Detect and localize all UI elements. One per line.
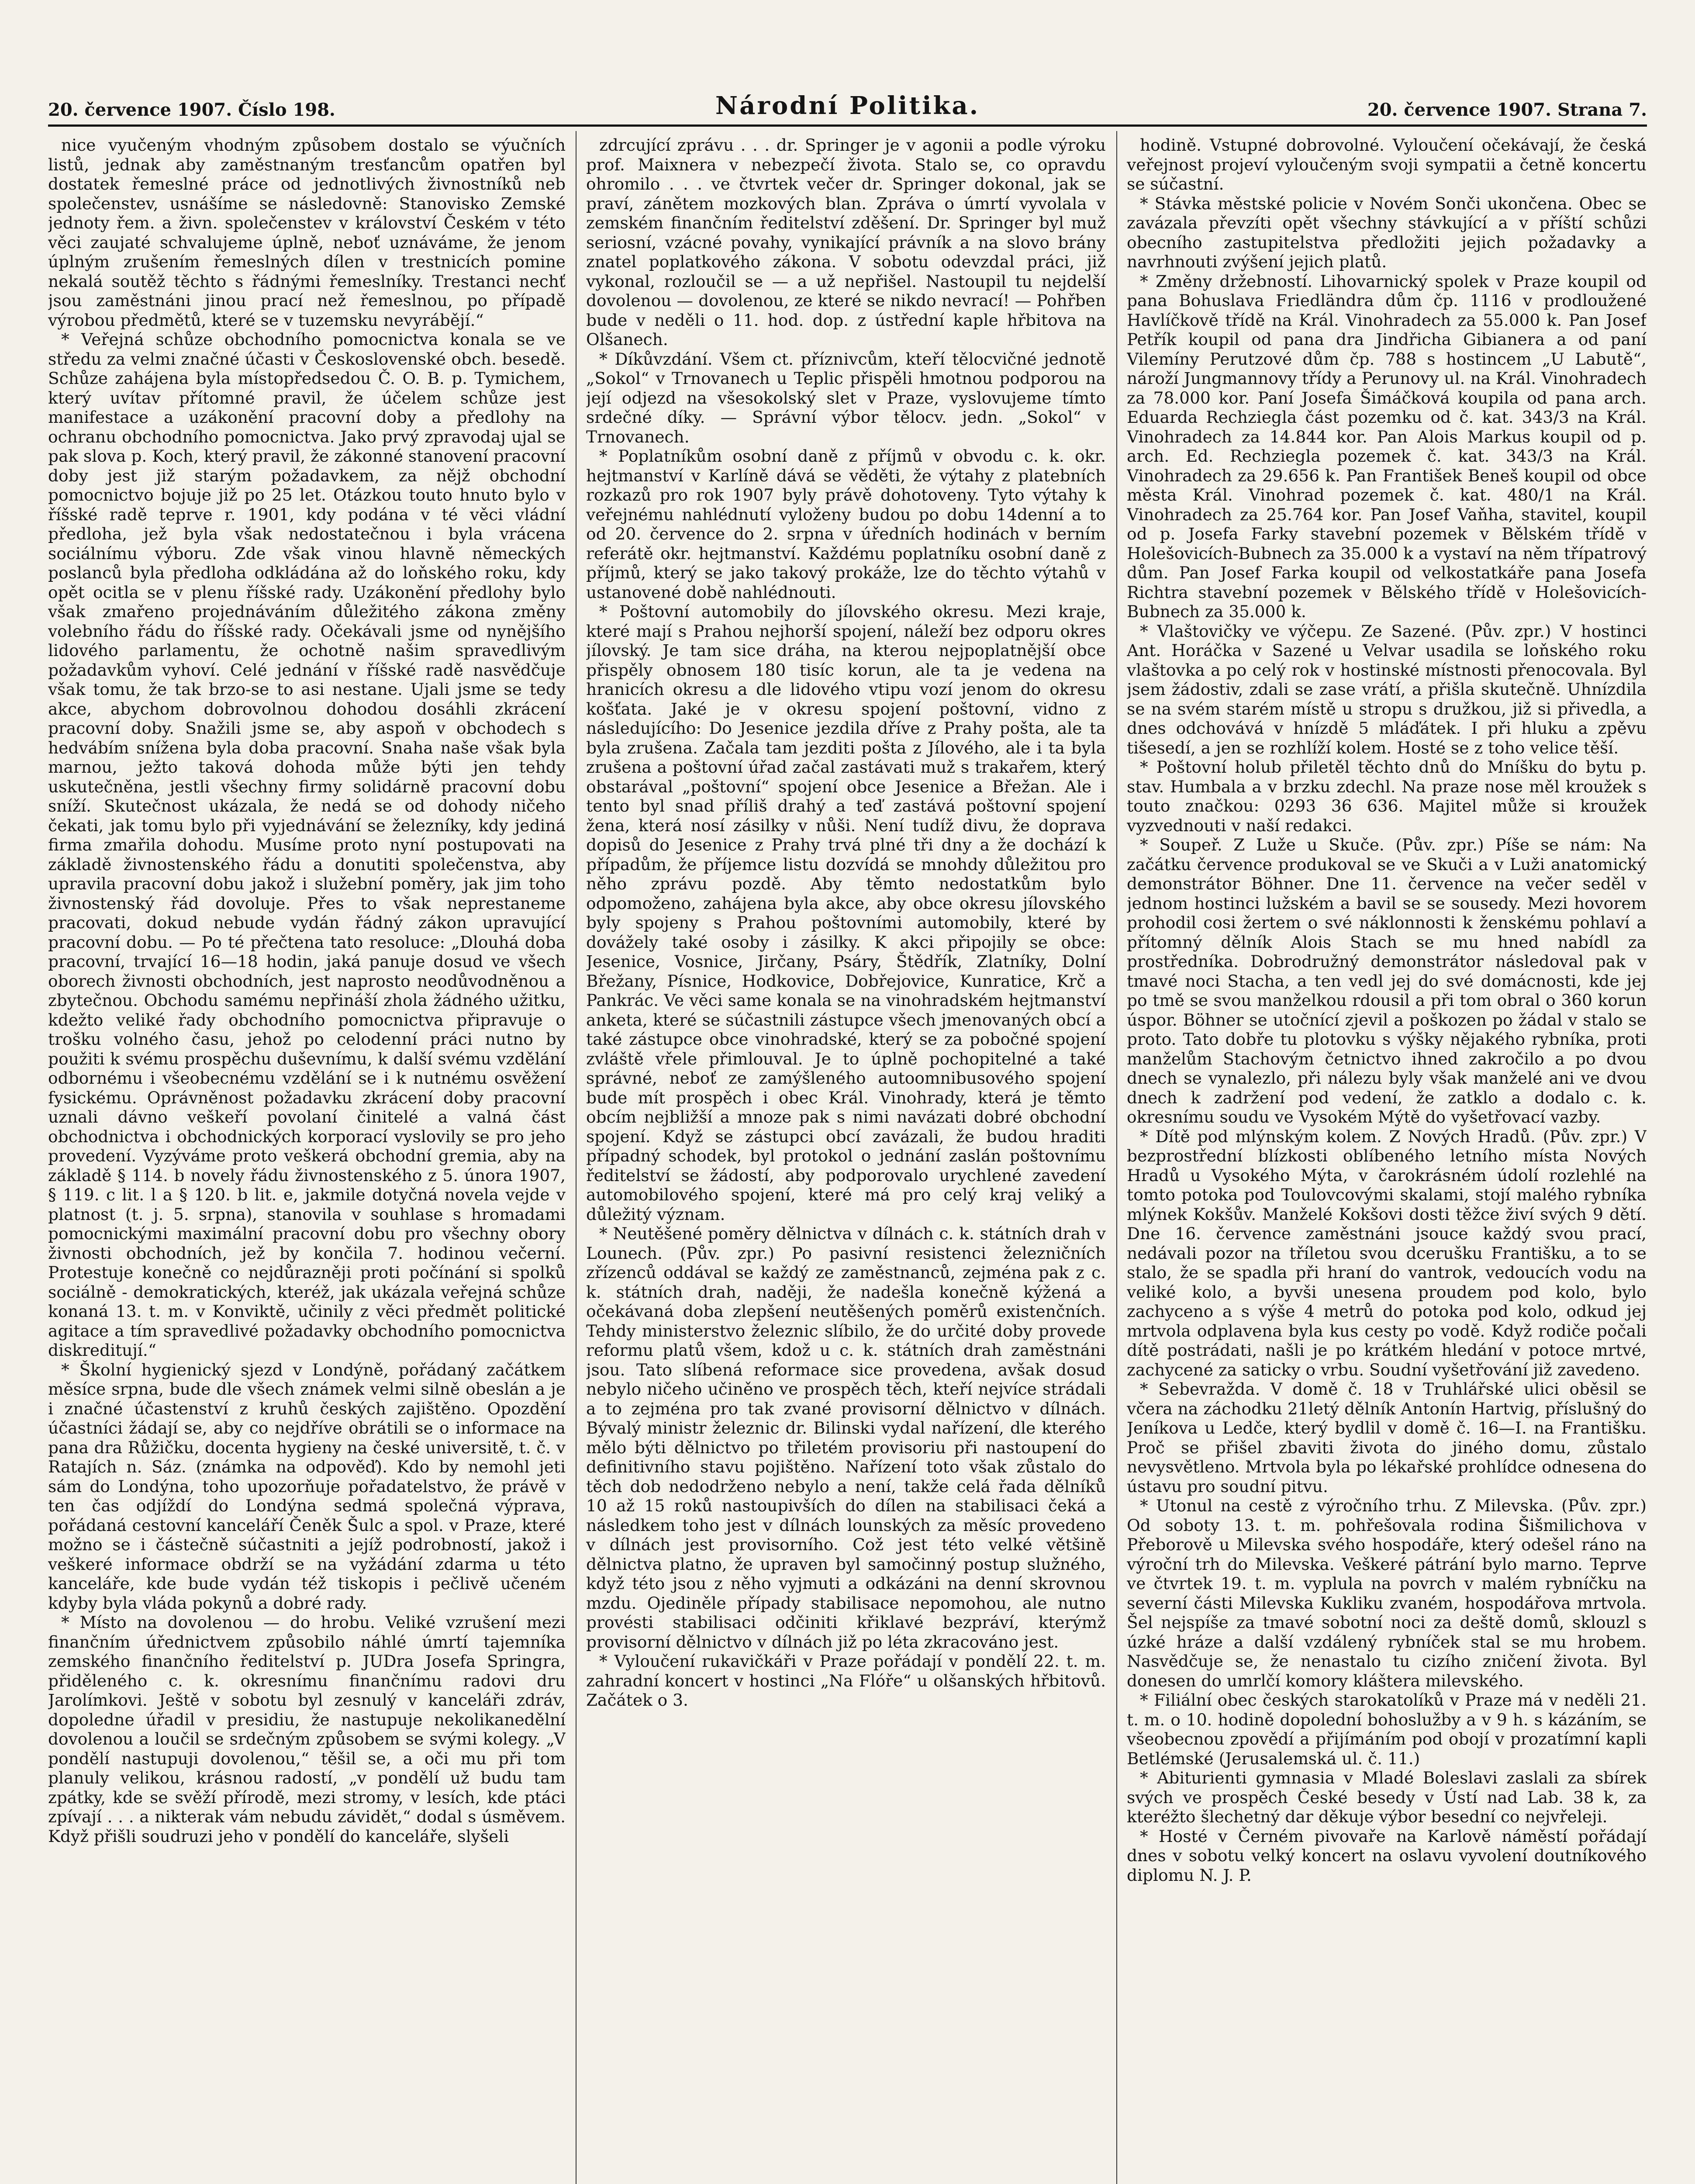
article-paragraph: * Vlaštovičky ve výčepu. Ze Sazené. (Pův. zpr.) V hostinci Ant. Horáčka v Sazené u Velvar usadila se loňského roku vlaštovka a po celý rok v hostinské místnosti přenocovala. Byl jsem žádostiv, zdali se zase vrátí, a přišla skutečně. Uhnízdila se na svém starém místě u stropu s družkou, již si přivedla, a dnes odchovává v hnízdě 5 mláďátek. I při hluku a zpěvu tišesedí, a jen se rozhlíží kolem. Hosté se z toho velice těší.	[1127, 621, 1647, 757]
article-paragraph: * Díkůvzdání. Všem ct. příznivcům, kteří tělocvičné jednotě „Sokol“ v Trnovanech u Teplic přispěli hmotnou podporou na její odjezd na všesokolský slet v Praze, vyslovujeme tímto srdečné díky. — Správní výbor tělocv. jedn. „Sokol“ v Trnovanech.	[586, 349, 1106, 446]
masthead	[48, 90, 1647, 120]
article-paragraph: * Abiturienti gymnasia v Mladé Boleslavi zaslali za sbírek svých ve prospěch České besedy v Ústí nad Lab. 38 k, za kteréžto šlechetný dar děkuje výbor besední co nejvřeleji.	[1127, 1768, 1647, 1826]
date-page-right: 20. července 1907. Strana 7.	[1367, 100, 1647, 120]
article-paragraph: hodině. Vstupné dobrovolné. Vyloučení očekávají, že česká veřejnost projeví vyloučeným svoji sympatii a četně koncertu se súčastní.	[1127, 135, 1647, 194]
article-paragraph: zdrcující zprávu . . . dr. Springer je v agonii a podle výroku prof. Maixnera v nebezpečí života. Stalo se, co opravdu ohromilo . . . ve čtvrtek večer dr. Springer dokonal, jak se praví, zánětem mozkových blan. Zpráva o úmrtí vyvolala v zemském finančním ředitelství zděšení. Dr. Springer byl muž seriosní, vzácné povahy, vynikající právník a na slovo brány znatel poplatkového zákona. V sobotu odevzdal práci, již vykonal, rozloučil se — a už nepřišel. Nastoupil tu nejdelší dovolenou — dovolenou, ze které se nikdo nevrací! — Pohřben bude v neděli o 11. hod. dop. z ústřední kaple hřbitova na Olšanech.	[586, 135, 1106, 349]
article-columns	[48, 131, 1647, 2184]
column-divider	[576, 131, 577, 2184]
column-divider	[1116, 131, 1117, 2184]
article-paragraph: * Poštovní automobily do jílovského okresu. Mezi kraje, které mají s Prahou nejhorší spojení, náleží bez odporu okres jílovský. Je tam sice dráha, na kterou nejpoplatnější obce přispěly obnosem 180 tisíc korun, ale ta je vedena na hranicích okresu a dle lidového vtipu vozí jenom do okresu košťata. Jaké je v okresu spojení poštovní, vidno z následujícího: Do Jesenice jezdila dříve z Prahy pošta, ale ta byla zrušena. Začala tam jezditi pošta z Jílového, ale i ta byla zrušena a poštovní úřad začal zastávati muž s trakařem, který obstarával „poštovní“ spojení obce Jesenice a Břežan. Ale i tento byl snad příliš drahý a teď zastává poštovní spojení žena, která nosí zásilky v nůši. Není tudíž divu, že doprava dopisů do Jesenice z Prahy trvá plné tři dny a že dochází k případům, že příjemce listu dozvídá se mnohdy důležitou pro něho zprávu pozdě. Aby těmto nedostatkům bylo odpomoženo, zahájena byla akce, aby obce okresu jílovského byly spojeny s Prahou poštovními automobily, které by dovážely také osoby i zásilky. K akci připojily se obce: Jesenice, Vosnice, Jirčany, Psáry, Štědřík, Zlatníky, Dolní Břežany, Písnice, Hodkovice, Dobřejovice, Kunratice, Krč a Pankrác. Ve věci same konala se na vinohradském hejtmanství anketa, které se súčastnili zástupce všech jmenovaných obcí a také zástupce obce vinohradské, který se za pobočné spojení zvláště vřele přimlouval. Je to úplně pochopitelné a také správné, neboť ze zamýšleného autoomnibusového spojení bude mít prospěch i obec Král. Vinohrady, která je těmto obcím nejbližší a mnoze pak s nimi navázati dobré obchodní spojení. Když se zástupci obcí zavázali, že budou hraditi případný schodek, byl protokol o jednání zaslán poštovnímu ředitelství se žádostí, aby podporovalo urychlené zavedení automobilového spojení, které má pro celý kraj veliký a důležitý význam.	[586, 602, 1106, 1224]
article-paragraph: * Filiální obec českých starokatolíků v Praze má v neděli 21. t. m. o 10. hodině dopolední bohoslužby a v 9 h. s kázáním, se všeobecnou zpovědí a přijímáním pod obojí v prozatímní kapli Betlémské (Jerusalemská ul. č. 11.)	[1127, 1690, 1647, 1768]
article-paragraph: * Veřejná schůze obchodního pomocnictva konala se ve středu za velmi značné účasti v Československé obch. besedě. Schůze zahájena byla místopředsedou Č. O. B. p. Tymichem, který uvítav přítomné pravil, že účelem schůze jest manifestace a uzákonění pracovní doby a předlohy na ochranu obchodního pomocnictva. Jako prvý zpravodaj ujal se pak slova p. Koch, který pravil, že zákonné stanovení pracovní doby jest již starým požadavkem, za nějž obchodní pomocnictvo bojuje již po 25 let. Otázkou touto hnuto bylo v říšské radě teprve r. 1901, kdy podána v té věci vládní předloha, jež byla však nedostatečnou i byla vrácena sociálnímu výboru. Zde však vinou hlavně německých poslanců byla předloha odkládána až do loňského roku, kdy opět ocitla se v plenu říšské rady. Uzákonění předlohy bylo však zmařeno projednáváním důležitého zákona změny volebního řádu do říšské rady. Očekávali jsme od nynějšího lidového parlamentu, že ochotně našim spravedlivým požadavkům vyhoví. Celé jednání v říšské radě nasvědčuje však tomu, že tak brzo-se to asi nestane. Ujali jsme se tedy akce, abychom dobrovolnou dohodou dosáhli zkrácení pracovní doby. Snažili jsme se, aby aspoň v obchodech s hedvábím snížena byla doba pracovní. Snaha naše však byla marnou, ježto taková dohoda může býti jen tehdy uskutečněna, jestli všechny firmy solidárně pracovní dobu sníží. Skutečnost ukázala, že nedá se od dohody ničeho čekati, jak tomu bylo při vyjednávání se železníky, kdy jediná firma zmařila dohodu. Musíme proto nyní postupovati na základě živnostenského řádu a donutiti společenstva, aby upravila pracovní dobu jakož i služební poměry, jak jim toho živnostenský řád dovoluje. Přes to však neprestaneme pracovati, dokud nebude vydán řádný zákon upravující pracovní dobu. — Po té přečtena tato resoluce: „Dlouhá doba pracovní, trvající 16—18 hodin, jaká panuje dosud ve všech oborech živnosti obchodních, jest naprosto neodůvodněnou a zbytečnou. Obchodu samému nepřináší zhola žádného užitku, kdežto veliké řady obchodního pomocnictva připravuje o trošku volného času, jehož po celodenní práci nutno by použiti k svému prospěchu duševnímu, k další svému vzdělání odbornému i všeobecnému vzdělání se i k nutnému osvěžení fysickému. Oprávněnost požadavku zkrácení doby pracovní uznali dávno veškeří povolaní činitelé a valná část obchodnictva i obchodnických korporací vyslovily se pro jeho provedení. Vyzýváme proto veškerá obchodní gremia, aby na základě § 114. b novely řádu živnostenského z 5. února 1907, § 119. c lit. l a § 120. b lit. e, jakmile dotyčná novela vejde v platnost (t. j. 5. srpna), stanovila v souhlase s hromadami pomocnickými maximální pracovní dobu pro všechny obory živnosti obchodních, jež by končila 7. hodinou večerní. Protestuje konečně co nejdůrazněji proti počínání si spolků sociálně - demokratických, kteréž, jak ukázala veřejná schůze konaná 13. t. m. v Konviktě, učinily z věci předmět politické agitace a tím spravedlivé požadavky obchodního pomocnictva diskreditují.“	[48, 330, 566, 1360]
article-paragraph: * Poplatníkům osobní daně z příjmů v obvodu c. k. okr. hejtmanství v Karlíně dává se věděti, že výtahy z platebních rozkazů pro rok 1907 byly právě dohotoveny. Tyto výtahy k veřejnému nahlédnutí vyloženy budou po dobu 14denní a to od 20. července do 2. srpna v úředních hodinách v berním referátě okr. hejtmanství. Každému poplatníku osobní daně z příjmů, který se jako takový prokáže, lze do těchto výtahů v ustanovené době nahlédnouti.	[586, 446, 1106, 602]
newspaper-title: Národní Politika.	[715, 91, 980, 120]
article-paragraph: * Školní hygienický sjezd v Londýně, pořádaný začátkem měsíce srpna, bude dle všech známek velmi silně obeslán a je i značné účastenství z kruhů českých zajištěno. Opozdění účastníci žádají se, aby co nejdříve obrátili se o informace na pana dra Růžičku, docenta hygieny na české universitě, t. č. v Ratajích n. Sáz. (známka na odpověď). Kdo by nemohl jeti sám do Londýna, toho upozorňuje pořadatelstvo, že právě v ten čas odjíždí do Londýna sedmá společná výprava, pořádaná cestovní kanceláří Čeněk Šulc a spol. v Praze, které možno se i částečně súčastniti a jejíž podrobností, jakož i veškeré informace obdrží se na vyžádání zdarma u této kanceláře, kde bude vydán též tiskopis i pečlivě učeném kdyby byla vláda pokynů a dobré rady.	[48, 1360, 566, 1613]
column-2	[586, 135, 1106, 2184]
column-1	[48, 135, 566, 2184]
article-paragraph: * Změny držebností. Lihovarnický spolek v Praze koupil od pana Bohuslava Friedländra dům čp. 1116 v prodloužené Havlíčkově třídě na Král. Vinohradech za 55.000 k. Pan Josef Petřík koupil od pana dra Jindřicha Gibianera a od paní Vilemíny Perutzové dům čp. 788 s hostincem „U Labutě“, nároží Jungmannovy třídy a Perunovy ul. na Král. Vinohradech za 78.000 kor. Paní Josefa Šimáčková koupila od pana arch. Eduarda Rechziegla část pozemku od č. kat. 343/3 na Král. Vinohradech za 14.844 kor. Pan Alois Markus koupil od p. arch. Ed. Rechziegla pozemek č. kat. 343/3 na Král. Vinohradech za 29.656 k. Pan František Beneš koupil od obce města Král. Vinohrad pozemek č. kat. 480/1 na Král. Vinohradech za 25.764 kor. Pan Josef Vaňha, stavitel, koupil od p. Josefa Farky stavební pozemek v Bělském třídě v Holešovicích-Bubnech za 35.000 k a vystaví na něm třípatrový dům. Pan Josef Farka koupil od velkostatkáře pana Josefa Richtra stavební pozemek v Bělského třídě v Holešovicích-Bubnech za 35.000 k.	[1127, 271, 1647, 621]
article-paragraph: * Místo na dovolenou — do hrobu. Veliké vzrušení mezi finančním úřednictvem způsobilo náhlé úmrtí tajemníka zemského finančního ředitelství p. JUDra Josefa Springra, přiděleného c. k. okresnímu finančnímu radovi dru Jarolímkovi. Ještě v sobotu byl zesnulý v kanceláři zdráv, dopoledne úřadil v presidiu, že nastupuje nekolikanedělní dovolenou a loučil se srdečným způsobem se svými kolegy. „V pondělí nastupuji dovolenou,“ těšil se, a oči mu při tom planuly velikou, krásnou radostí, „v pondělí už budu tam zpátky, kde se svěží přírodě, mezi stromy, v lesích, kde ptáci zpívají . . . a nikterak vám nebudu závidět,“ dodal s úsměvem. Když přišli soudruzi jeho v pondělí do kanceláře, slyšeli	[48, 1613, 566, 1846]
date-issue-left: 20. července 1907. Číslo 198.	[48, 100, 335, 120]
masthead-rule	[48, 124, 1647, 127]
article-paragraph: * Soupeř. Z Luže u Skuče. (Pův. zpr.) Píše se nám: Na začátku července produkoval se ve Skuči a v Luži anatomický demonstrátor Böhner. Dne 11. července na večer seděl v jednom hostinci lužském a bavil se se sousedy. Mezi hovorem prohodil cosi žertem o své náklonnosti k ženskému pohlaví a přítomný dělník Alois Stach se mu hned nabídl za prostředníka. Dobrodružný demonstrátor následoval pak v tmavé noci Stacha, a ten vedl jej do své domácnosti, kde jej po tmě se svou manželkou rdousil a při tom obral o 360 korun úspor. Böhner se utočnící zjevil a poškozen po žádal v stalo se proto. Tato dobře tu plotovku s výšky nějakého rybníka, proti manželům Stachovým četnictvo ihned zakročilo a po dvou dnech se vynalezlo, při nálezu byly však manželé ani ve dvou dnech k zadržení pod vedení, že zatklo a dodalo c. k. okresnímu soudu ve Vysokém Mýtě do vyšetřovací vazby.	[1127, 835, 1647, 1127]
article-paragraph: * Vyloučení rukavičkáři v Praze pořádají v pondělí 22. t. m. zahradní koncert v hostinci „Na Flóře“ u olšanských hřbitovů. Začátek o 3.	[586, 1652, 1106, 1710]
column-3	[1127, 135, 1647, 2184]
article-paragraph: * Utonul na cestě z výročního trhu. Z Milevska. (Pův. zpr.) Od soboty 13. t. m. pohřešovala rodina Šišmilichova v Přeborově u Milevska svého hospodáře, který odešel ráno na výroční trh do Milevska. Veškeré pátrání bylo marno. Teprve ve čtvrtek 19. t. m. vyplula na povrch v malém rybníčku na severní části Milevska Kukliku zvaném, hospodářova mrtvola. Šel nejspíše za tmavé sobotní noci za deště domů, sklouzl s úzké hráze a další vzdálený rybníček stal se mu hrobem. Nasvědčuje se, že nenastalo tu cizího zničení života. Byl donesen do umrlčí komory kláštera milevského.	[1127, 1496, 1647, 1690]
article-paragraph: * Dítě pod mlýnským kolem. Z Nových Hradů. (Pův. zpr.) V bezprostřední blízkosti oblíbeného letního místa Nových Hradů u Vysokého Mýta, v čarokrásném údolí rozlehlé na tomto potoka pod Toulovcovými skalami, stojí malého rybníka mlýnek Kokšův. Manželé Kokšovi dosti těžce živí svých 9 dětí. Dne 16. července zaměstnáni jsouce každý svou prací, nedávali pozor na tříletou svou dcerušku Františku, a to se stalo, že se spadla při hraní do vantrok, vedoucích vodu na veliké kolo, a byvši unesena proudem pod kolo, bylo zachyceno a s výše 4 metrů do potoka pod kolo, odkud jej mrtvola odplavena byla kus cesty po vodě. Když rodiče počali dítě postrádati, našli je po krátkém hledání v potoce mrtvé, zachycené za saticky o vrbu. Soudní vyšetřování již zavedeno.	[1127, 1127, 1647, 1379]
article-paragraph: * Sebevražda. V domě č. 18 v Truhlářské ulici oběsil se včera na záchodku 21letý dělník Antonín Hartvig, příslušný do Jeníkova u Ledče, který bydlil v domě č. 16—I. na Františku. Proč se přišel zbaviti života do jiného domu, zůstalo nevysvětleno. Mrtvola byla po lékařské prohlídce odnesena do ústavu pro soudní pitvu.	[1127, 1379, 1647, 1496]
article-paragraph: * Poštovní holub přiletěl těchto dnů do Mníšku do bytu p. stav. Humbala a v brzku zdechl. Na praze nose měl kroužek s touto značkou: 0293 36 636. Majitel může si kroužek vyzvednouti v naší redakci.	[1127, 757, 1647, 835]
article-paragraph: * Stávka městské policie v Novém Sonči ukončena. Obec se zavázala převzíti opět všechny stávkující a v příští schůzi obecního zastupitelstva předložiti jejich požadavky a navrhnouti zvýšení jejich platů.	[1127, 194, 1647, 271]
article-paragraph: * Hosté v Černém pivovaře na Karlově náměstí pořádají dnes v sobotu velký koncert na oslavu vyvolení doutníkového diplomu N. J. P.	[1127, 1826, 1647, 1885]
article-paragraph: * Neutěšené poměry dělnictva v dílnách c. k. státních drah v Lounech. (Pův. zpr.) Po pasivní resistenci železničních zřízenců oddával se každý ze zaměstnanců, zejména pak z c. k. státních drah, naději, že nadešla konečně kýžená a očekávaná doba zlepšení neutěšených poměrů existenčních. Tehdy ministerstvo železnic slíbilo, že do určité doby provede reformu platů všem, kdož u c. k. státních drah zaměstnáni jsou. Tato slíbená reformace sice provedena, avšak dosud nebylo ničeho učiněno ve prospěch těch, kteří nejvíce strádali a to zejména pro tak zvané provisorní dělnictvo v dílnách. Bývalý ministr železnic dr. Bilinski vydal nařízení, dle kterého mělo býti dělnictvo po třiletém provisoriu při nastoupení do definitivního stavu pojištěno. Nařízení toto však zůstalo do těch dob nedodrženo nebylo a není, takže celá řada dělníků 10 až 15 roků nastoupivších do dílen na stabilisaci čeká a následkem toho jest v dílnách lounských za měsíc provedeno v dílnách jest provisorního. Což jest této velké většině dělnictva platno, že upraven byl samočinný postup služného, když této jsou z něho vyjmuti a odkázáni na denní skrovnou mzdu. Ojediněle případy stabilisace nepomohou, ale nutno provésti stabilisaci odčiniti křiklavé bezpráví, kterýmž provisorní dělnictvo v dílnách již po léta zkracováno jest.	[586, 1224, 1106, 1652]
article-paragraph: nice vyučeným vhodným způsobem dostalo se výučních listů, jednak aby zaměstnaným tresťancům opatřen byl dostatek řemeslné práce od jednotlivých živnostníků neb společenstev, usnášíme se následovně: Stanovisko Zemské jednoty řem. a živn. společenstev v království Českém v této věci zaujaté schvalujeme úplně, neboť uznáváme, že jenom úplným zrušením řemeslných dílen v trestnicích pomine nekalá soutěž těchto s řádnými řemeslníky. Trestanci nechť jsou zaměstnáni jinou prací než řemeslnou, po případě výrobou předmětů, které se v tuzemsku nevyrábějí.“	[48, 135, 566, 330]
